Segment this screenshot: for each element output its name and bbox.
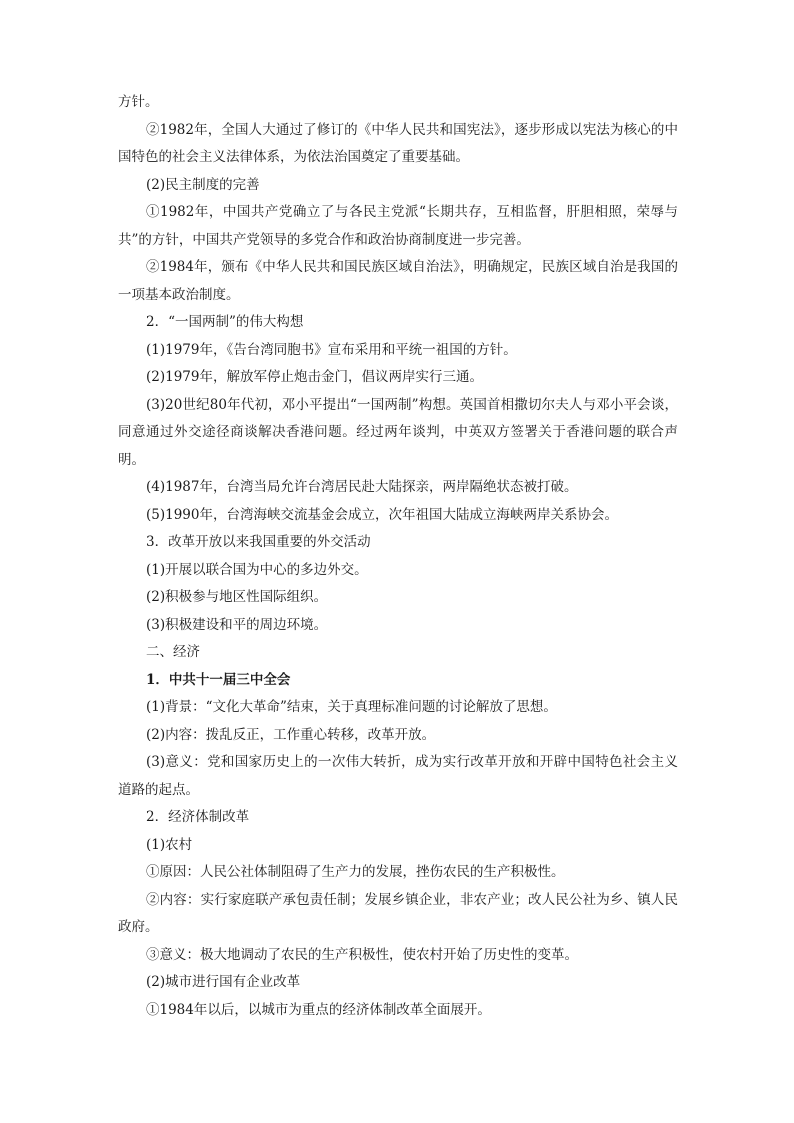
heading-economic-reform: 2．经济体制改革 bbox=[146, 809, 250, 825]
paragraph-taiwan-1987: (4)1987年，台湾当局允许台湾居民赴大陆探亲，两岸隔绝状态被打破。 bbox=[146, 479, 578, 495]
paragraph-taiwan-1979-letter: (1)1979年，《告台湾同胞书》宣布采用和平统一祖国的方针。 bbox=[146, 341, 517, 358]
paragraph-rural-significance: ③意义：极大地调动了农民的生产积极性，使农村开始了历史性的变革。 bbox=[146, 946, 578, 963]
paragraph-diplomacy-1: (1)开展以联合国为中心的多边外交。 bbox=[146, 561, 368, 578]
heading-diplomacy: 3．改革开放以来我国重要的外交活动 bbox=[146, 534, 371, 550]
paragraph-diplomacy-3: (3)积极建设和平的周边环境。 bbox=[146, 616, 328, 633]
heading-one-country-two-systems: 2．“一国两制”的伟大构想 bbox=[146, 314, 304, 330]
heading-democratic-system: (2)民主制度的完善 bbox=[146, 176, 260, 193]
heading-third-plenum: 1．中共十一届三中全会 bbox=[146, 671, 291, 688]
paragraph-straits-1990: (5)1990年，台湾海峡交流基金会成立，次年祖国大陆成立海峡两岸关系协会。 bbox=[146, 506, 618, 523]
paragraph-multiparty-1982: ①1982年，中国共产党确立了与各民主党派“长期共存，互相监督，肝胆相照，荣辱与共”的方针，中国共产党领导的多党合作和政治协商制度进一步完善。 bbox=[118, 204, 678, 248]
heading-rural: (1)农村 bbox=[146, 836, 193, 853]
paragraph-continuation: 方针。 bbox=[118, 94, 159, 110]
paragraph-rural-cause: ①原因：人民公社体制阻碍了生产力的发展，挫伤农民的生产积极性。 bbox=[146, 864, 565, 880]
heading-economy: 二、经济 bbox=[146, 644, 200, 660]
paragraph-urban-1984: ①1984年以后，以城市为重点的经济体制改革全面展开。 bbox=[146, 1001, 491, 1018]
paragraph-hong-kong: (3)20世纪80年代初，邓小平提出“一国两制”构想。英国首相撒切尔夫人与邓小平会谈，同意通过外交途径商谈解决香港问题。经过两年谈判，中英双方签署关于香港问题的联合声明。 bbox=[118, 396, 678, 468]
paragraph-plenum-content: (2)内容：拨乱反正，工作重心转移，改革开放。 bbox=[146, 726, 436, 743]
paragraph-plenum-significance: (3)意义：党和国家历史上的一次伟大转折，成为实行改革开放和开辟中国特色社会主义道路的起点。 bbox=[118, 754, 678, 798]
paragraph-plenum-background: (1)背景：“文化大革命”结束，关于真理标准问题的讨论解放了思想。 bbox=[146, 699, 557, 715]
document-page bbox=[118, 89, 678, 1024]
paragraph-jinmen-1979: (2)1979年，解放军停止炮击金门，倡议两岸实行三通。 bbox=[146, 369, 483, 385]
paragraph-autonomy-law-1984: ②1984年，颁布《中华人民共和国民族区域自治法》，明确规定，民族区域自治是我国的一项基本政治制度。 bbox=[118, 259, 678, 303]
paragraph-diplomacy-2: (2)积极参与地区性国际组织。 bbox=[146, 589, 328, 605]
heading-urban-reform: (2)城市进行国有企业改革 bbox=[146, 974, 301, 990]
paragraph-rural-content: ②内容：实行家庭联产承包责任制；发展乡镇企业，非农产业；改人民公社为乡、镇人民政府。 bbox=[118, 891, 678, 935]
paragraph-constitution-1982: ②1982年，全国人大通过了修订的《中华人民共和国宪法》，逐步形成以宪法为核心的中国特色的社会主义法律体系，为依法治国奠定了重要基础。 bbox=[118, 121, 678, 165]
